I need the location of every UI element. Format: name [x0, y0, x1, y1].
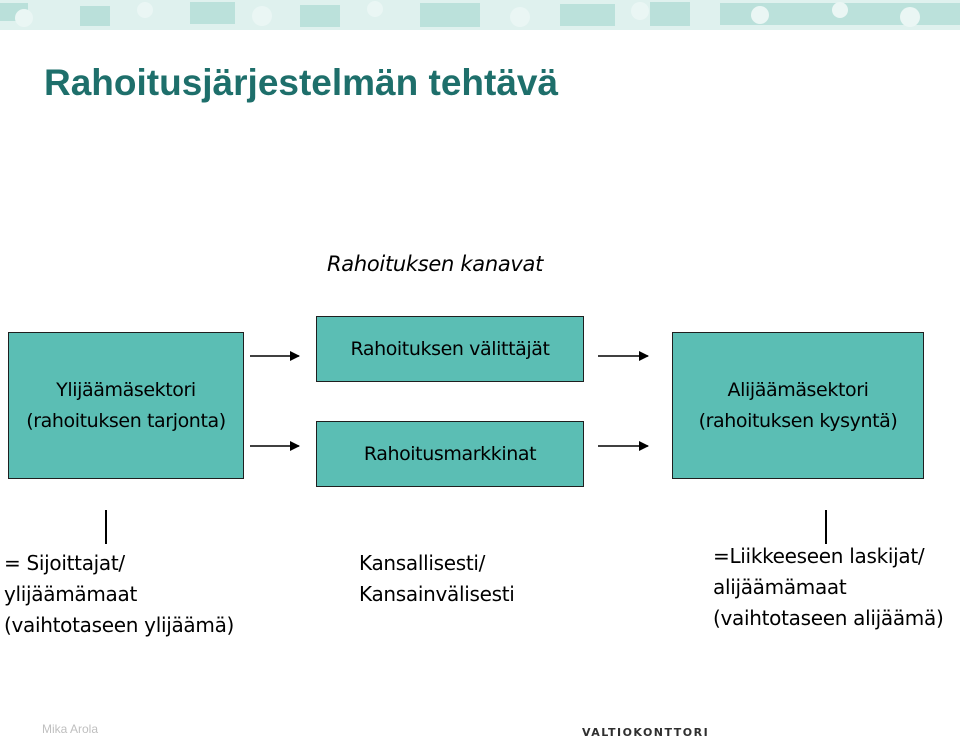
right-note-line2: alijäämämaat: [713, 575, 847, 599]
markets-label: Rahoitusmarkkinat: [363, 442, 537, 465]
middle-note-line2: Kansainvälisesti: [359, 582, 515, 606]
middle-note: [359, 548, 515, 610]
right-connector-line: [825, 510, 827, 544]
right-note: [713, 541, 943, 634]
left-note-line2: ylijäämämaat: [4, 582, 137, 606]
channels-label: Rahoituksen kanavat: [327, 252, 544, 276]
right-note-line1: =Liikkeeseen laskijat/: [713, 544, 925, 568]
slide-title: Rahoitusjärjestelmän tehtävä: [44, 62, 559, 103]
deficit-sector-title: Alijäämäsektori: [727, 378, 869, 401]
surplus-sector-subtitle: (rahoituksen tarjonta): [26, 409, 226, 432]
left-note: [4, 548, 234, 641]
deficit-sector-subtitle: (rahoituksen kysyntä): [698, 409, 898, 432]
right-note-line3: (vaihtotaseen alijäämä): [713, 606, 944, 630]
left-note-line3: (vaihtotaseen ylijäämä): [4, 613, 235, 637]
left-connector-line: [105, 510, 107, 544]
intermediaries-label: Rahoituksen välittäjät: [350, 337, 550, 360]
left-note-line1: = Sijoittajat/: [4, 551, 125, 575]
valtiokonttori-logo: VALTIOKONTTORI: [582, 726, 710, 739]
surplus-sector-title: Ylijäämäsektori: [56, 378, 196, 401]
footer-author: Mika Arola: [42, 722, 99, 736]
middle-note-line1: Kansallisesti/: [359, 551, 486, 575]
